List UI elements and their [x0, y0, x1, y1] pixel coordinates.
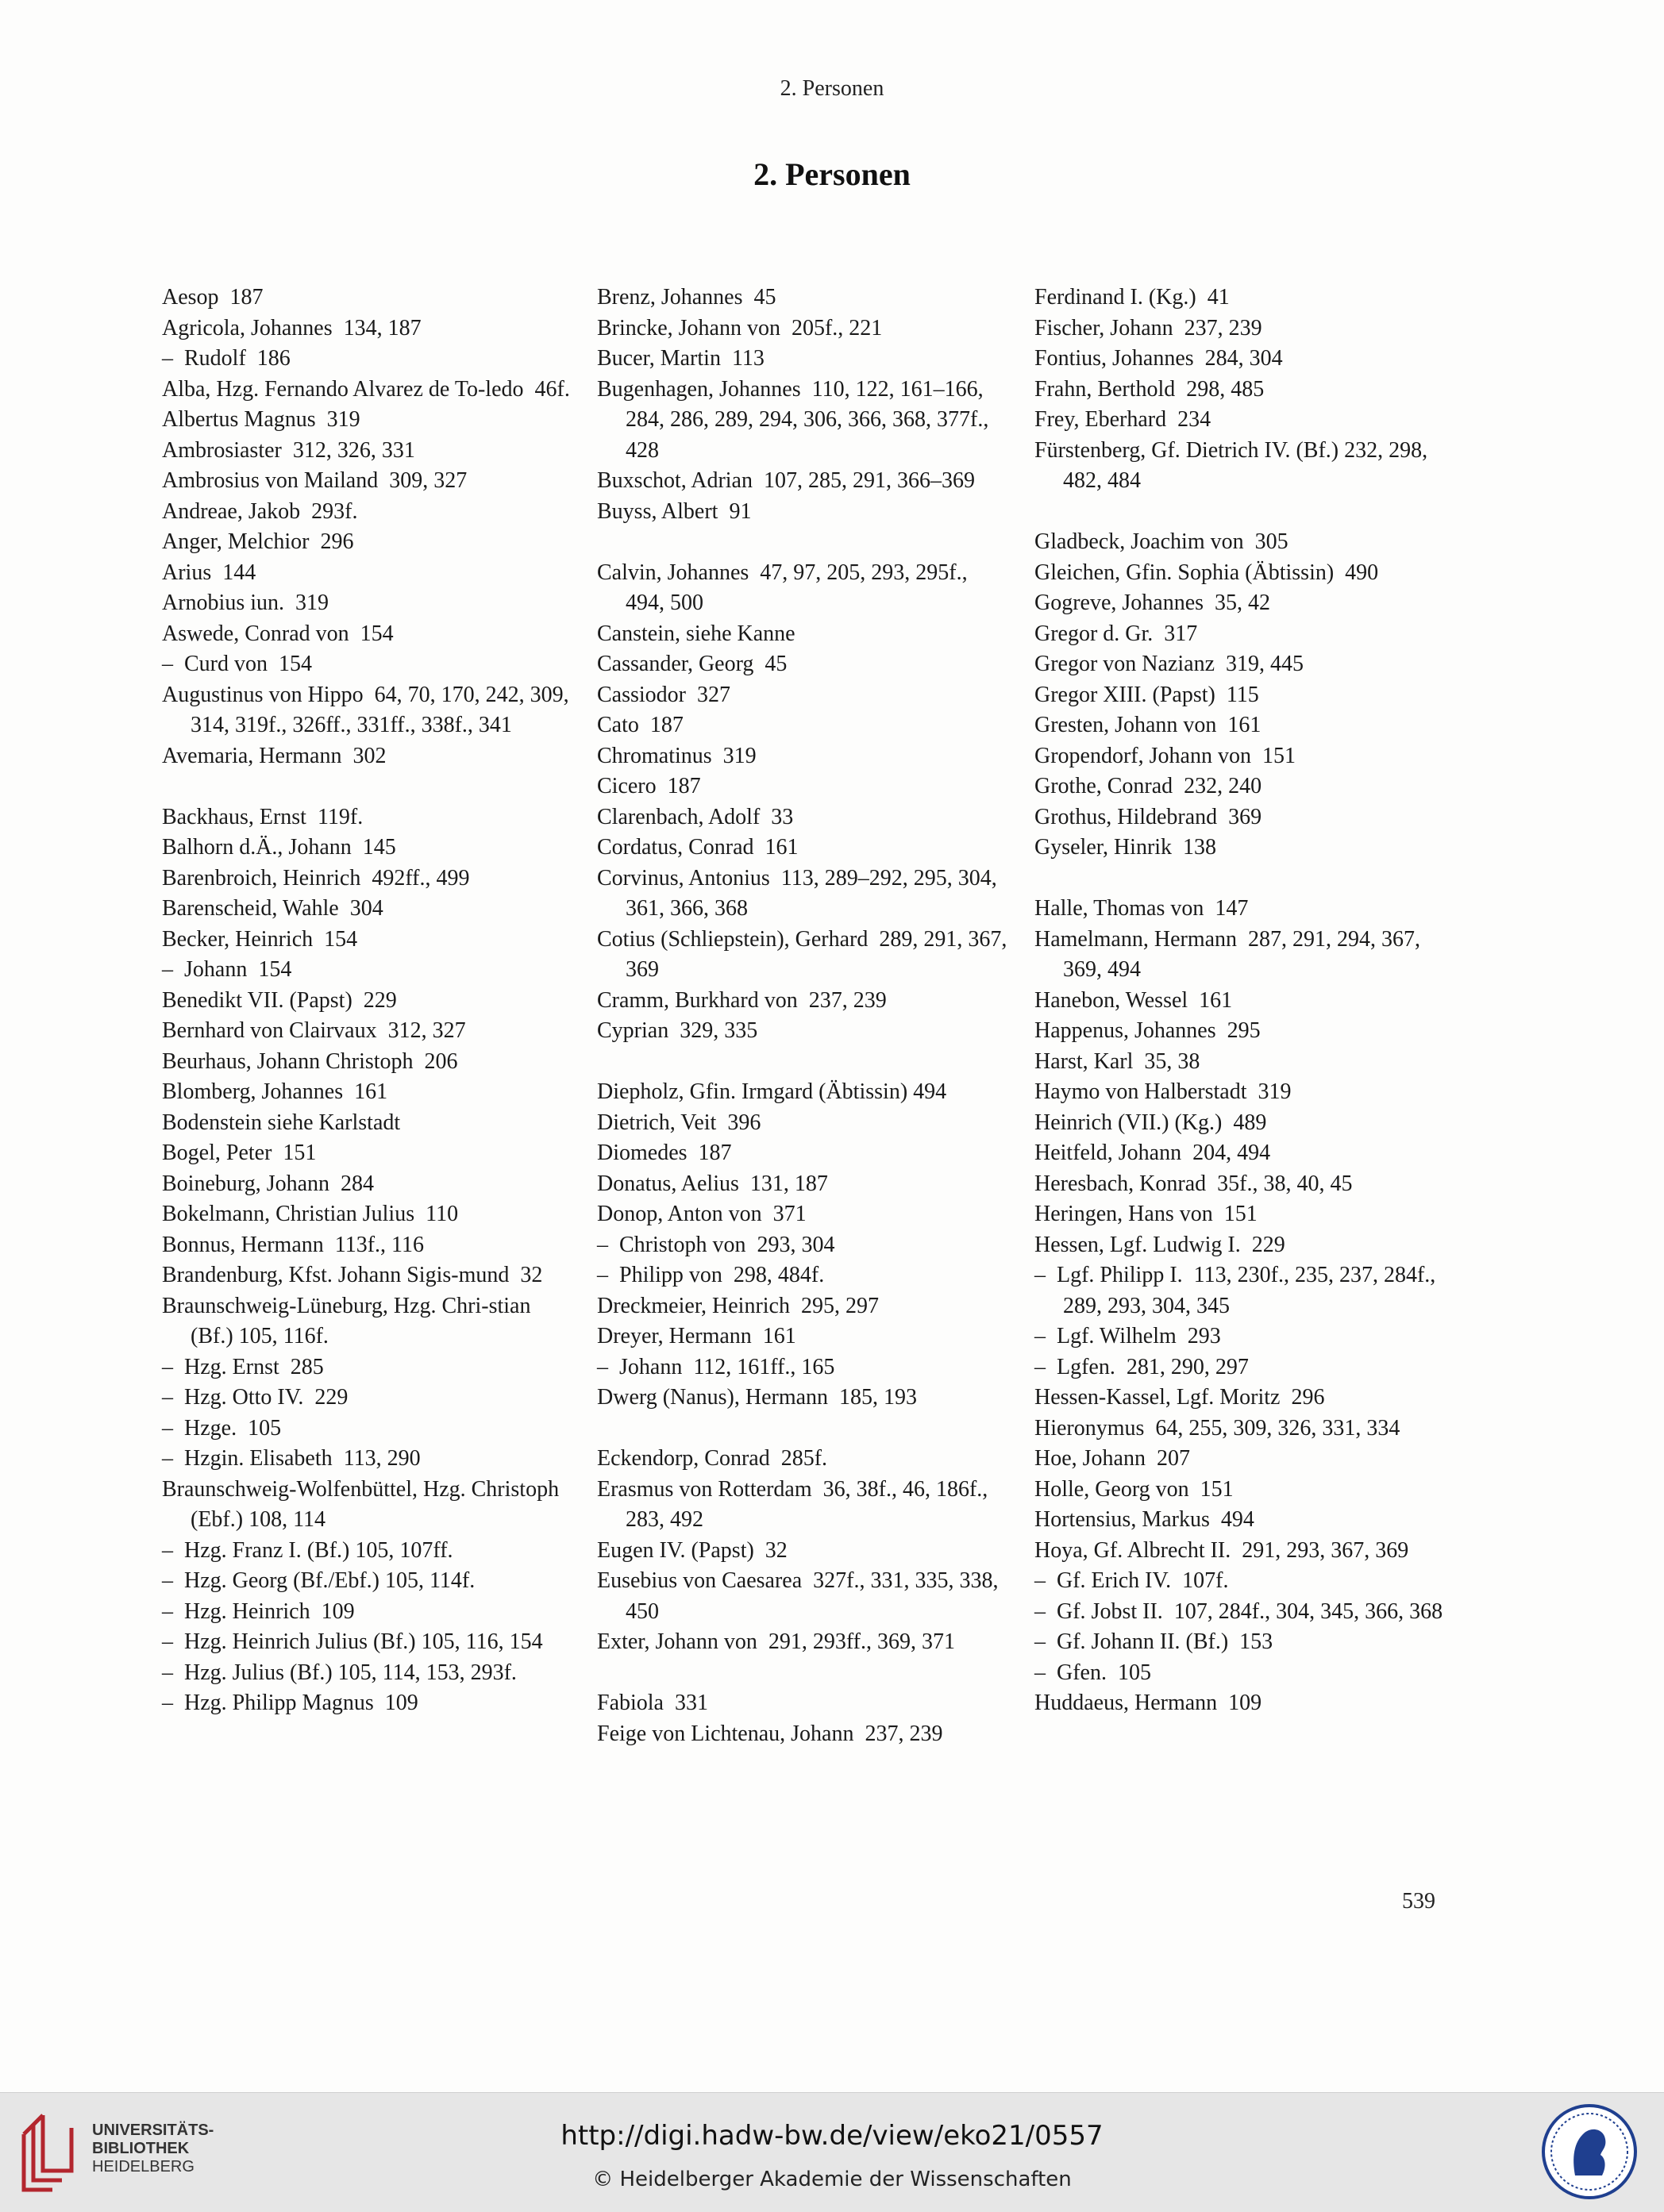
index-entry: Dreyer, Hermann 161 [597, 1324, 796, 1348]
index-entry: Aesop 187 [162, 285, 264, 310]
index-entry: – Johann 112, 161ff., 165 [597, 1354, 835, 1379]
index-entry: Boineburg, Johann 284 [162, 1171, 375, 1196]
index-entry: Cassiodor 327 [597, 682, 730, 707]
letter-group-gap [597, 1658, 1010, 1689]
index-entry: Huddaeus, Hermann 109 [1034, 1691, 1262, 1715]
index-entry: Balhorn d.Ä., Johann 145 [162, 835, 396, 860]
index-entry: – Hzg. Heinrich Julius (Bf.) 105, 116, 154 [162, 1629, 543, 1654]
index-entry: Hortensius, Markus 494 [1034, 1507, 1254, 1532]
index-entry: Ferdinand I. (Kg.) 41 [1034, 285, 1230, 310]
index-entry: – Hzg. Heinrich 109 [162, 1598, 355, 1624]
index-entry: Gresten, Johann von 161 [1034, 713, 1261, 737]
index-entry: Cicero 187 [597, 774, 701, 798]
index-entry: Blomberg, Johannes 161 [162, 1079, 388, 1104]
index-entry: Gregor XIII. (Papst) 115 [1034, 682, 1259, 707]
letter-group-gap [597, 1414, 1010, 1445]
index-entry: Anger, Melchior 296 [162, 529, 354, 554]
index-entry: Harst, Karl 35, 38 [1034, 1048, 1200, 1074]
index-entry: Cramm, Burkhard von 237, 239 [597, 987, 887, 1013]
index-entry: Fabiola 331 [597, 1691, 708, 1715]
index-entry: Heresbach, Konrad 35f., 38, 40, 45 [1034, 1171, 1353, 1196]
index-entry: Arius 144 [162, 560, 256, 585]
index-entry: Eugen IV. (Papst) 32 [597, 1537, 788, 1563]
index-entry: – Lgf. Philipp I. 113, 230f., 235, 237, 284f., 289, 293, 304, 345 [1034, 1263, 1442, 1318]
letter-group-gap [597, 1047, 1010, 1078]
index-entry: Clarenbach, Adolf 33 [597, 804, 794, 829]
section-title: 2. Personen [753, 156, 911, 192]
index-entry: Benedikt VII. (Papst) 229 [162, 987, 397, 1013]
index-entry: Hanebon, Wessel 161 [1034, 987, 1233, 1013]
index-entry: Gropendorf, Johann von 151 [1034, 743, 1296, 768]
index-entry: – Hzg. Julius (Bf.) 105, 114, 153, 293f. [162, 1660, 517, 1685]
index-entry: Arnobius iun. 319 [162, 591, 329, 615]
index-entry: – Johann 154 [162, 957, 292, 982]
letter-group-gap [1034, 497, 1447, 528]
page-number: 539 [1402, 1889, 1435, 1914]
index-entry: Aswede, Conrad von 154 [162, 621, 394, 646]
index-entry: – Christoph von 293, 304 [597, 1232, 835, 1257]
index-entry: Bonnus, Hermann 113f., 116 [162, 1232, 424, 1257]
index-entry: Backhaus, Ernst 119f. [162, 804, 364, 829]
index-entry: Hoe, Johann 207 [1034, 1446, 1190, 1471]
index-entry: – Curd von 154 [162, 652, 312, 676]
index-entry: – Gf. Erich IV. 107f. [1034, 1568, 1229, 1593]
index-entry: Gyseler, Hinrik 138 [1034, 835, 1217, 860]
library-name-line-1: UNIVERSITÄTS- [92, 2122, 214, 2139]
index-entry: – Hzgin. Elisabeth 113, 290 [162, 1446, 421, 1471]
index-entry: Buyss, Albert 91 [597, 498, 752, 524]
index-entry: Gogreve, Johannes 35, 42 [1034, 591, 1271, 615]
index-entry: – Hzg. Georg (Bf./Ebf.) 105, 114f. [162, 1568, 476, 1593]
index-entry: Albertus Magnus 319 [162, 407, 360, 432]
index-entry: Ambrosiaster 312, 326, 331 [162, 437, 415, 463]
index-entry: Braunschweig-Lüneburg, Hzg. Chri-stian (Bf.) 105, 116f. [162, 1293, 537, 1348]
letter-group-gap [162, 771, 575, 802]
index-entry: Gladbeck, Joachim von 305 [1034, 529, 1288, 554]
library-name-line-2: BIBLIOTHEK [92, 2140, 190, 2157]
index-entry: Haymo von Halberstadt 319 [1034, 1079, 1292, 1104]
index-entry: Brenz, Johannes 45 [597, 285, 776, 310]
index-entry: Diepholz, Gfin. Irmgard (Äbtissin) 494 [597, 1079, 947, 1104]
index-entry: – Hzg. Otto IV. 229 [162, 1385, 349, 1410]
index-entry: Hoya, Gf. Albrecht II. 291, 293, 367, 369 [1034, 1537, 1409, 1563]
index-entry: Beurhaus, Johann Christoph 206 [162, 1048, 458, 1074]
index-entry: Eusebius von Caesarea 327f., 331, 335, 338, 450 [597, 1568, 1004, 1624]
index-entry: Grothe, Conrad 232, 240 [1034, 774, 1262, 798]
index-entry: Donatus, Aelius 131, 187 [597, 1171, 828, 1196]
index-entry: Hessen-Kassel, Lgf. Moritz 296 [1034, 1385, 1325, 1410]
index-entry: Agricola, Johannes 134, 187 [162, 315, 422, 340]
index-entry: Gregor von Nazianz 319, 445 [1034, 652, 1304, 676]
index-entry: – Hzg. Ernst 285 [162, 1354, 324, 1379]
index-entry: – Gfen. 105 [1034, 1660, 1151, 1685]
index-entry: Dietrich, Veit 396 [597, 1110, 761, 1135]
index-entry: Heitfeld, Johann 204, 494 [1034, 1141, 1271, 1165]
index-entry: Barenbroich, Heinrich 492ff., 499 [162, 865, 470, 891]
index-entry: Brandenburg, Kfst. Johann Sigis-mund 32 [162, 1263, 543, 1287]
index-entry: Hessen, Lgf. Ludwig I. 229 [1034, 1232, 1285, 1257]
index-entry: Corvinus, Antonius 113, 289–292, 295, 304, 361, 366, 368 [597, 865, 1003, 921]
index-entry: Bokelmann, Christian Julius 110 [162, 1202, 459, 1226]
index-entry: Bernhard von Clairvaux 312, 327 [162, 1018, 466, 1043]
letter-group-gap [1034, 864, 1447, 894]
index-entry: Calvin, Johannes 47, 97, 205, 293, 295f., 494, 500 [597, 560, 973, 615]
index-entry: Cyprian 329, 335 [597, 1018, 758, 1043]
index-entry: – Gf. Jobst II. 107, 284f., 304, 345, 366, 368 [1034, 1598, 1443, 1624]
index-entry: Halle, Thomas von 147 [1034, 896, 1249, 921]
index-entry: – Lgf. Wilhelm 293 [1034, 1324, 1221, 1348]
library-name-line-3: HEIDELBERG [92, 2158, 195, 2175]
index-entry: – Hzg. Franz I. (Bf.) 105, 107ff. [162, 1537, 453, 1563]
index-entry: Dwerg (Nanus), Hermann 185, 193 [597, 1385, 918, 1410]
letter-group-gap [597, 527, 1010, 558]
index-entry: Bogel, Peter 151 [162, 1141, 317, 1165]
index-entry: Cato 187 [597, 713, 684, 737]
index-entry: Frey, Eberhard 234 [1034, 407, 1211, 432]
index-entry: Diomedes 187 [597, 1141, 732, 1165]
index-entry: Frahn, Berthold 298, 485 [1034, 376, 1265, 402]
index-entry: – Rudolf 186 [162, 346, 291, 371]
index-entry: Brincke, Johann von 205f., 221 [597, 315, 883, 340]
index-entry: – Gf. Johann II. (Bf.) 153 [1034, 1629, 1273, 1654]
index-entry: Barenscheid, Wahle 304 [162, 896, 383, 921]
index-entry: Cotius (Schliepstein), Gerhard 289, 291, 367, 369 [597, 926, 1013, 982]
index-entry: Buxschot, Adrian 107, 285, 291, 366–369 [597, 468, 975, 493]
index-entry: Canstein, siehe Kanne [597, 621, 795, 646]
index-entry: Alba, Hzg. Fernando Alvarez de To-ledo 46f. [162, 376, 570, 402]
index-column-1 [162, 283, 575, 1719]
index-entry: Heringen, Hans von 151 [1034, 1202, 1258, 1226]
index-entry: Chromatinus 319 [597, 743, 757, 768]
index-entry: Gregor d. Gr. 317 [1034, 621, 1198, 646]
index-entry: Cassander, Georg 45 [597, 652, 788, 676]
index-entry: Donop, Anton von 371 [597, 1202, 807, 1226]
index-entry: Eckendorp, Conrad 285f. [597, 1446, 828, 1471]
index-entry: Feige von Lichtenau, Johann 237, 239 [597, 1721, 943, 1746]
running-head: 2. Personen [780, 76, 884, 101]
index-entry: Heinrich (VII.) (Kg.) 489 [1034, 1110, 1267, 1135]
academy-seal-icon [1540, 2102, 1639, 2201]
index-column-3 [1034, 283, 1447, 1719]
index-entry: Dreckmeier, Heinrich 295, 297 [597, 1293, 879, 1318]
index-entry: Avemaria, Hermann 302 [162, 743, 387, 768]
index-entry: Exter, Johann von 291, 293ff., 369, 371 [597, 1629, 955, 1654]
index-entry: Hieronymus 64, 255, 309, 326, 331, 334 [1034, 1415, 1400, 1441]
index-entry: Grothus, Hildebrand 369 [1034, 804, 1262, 829]
index-entry: Fontius, Johannes 284, 304 [1034, 346, 1283, 371]
index-entry: Bugenhagen, Johannes 110, 122, 161–166, 284, 286, 289, 294, 306, 366, 368, 377f., 428 [597, 376, 995, 463]
index-entry: Braunschweig-Wolfenbüttel, Hzg. Christoph (Ebf.) 108, 114 [162, 1476, 565, 1532]
viewer-footer [0, 2092, 1664, 2212]
index-entry: Becker, Heinrich 154 [162, 926, 358, 952]
index-entry: Bucer, Martin 113 [597, 346, 765, 371]
index-entry: Augustinus von Hippo 64, 70, 170, 242, 309, 314, 319f., 326ff., 331ff., 338f., 341 [162, 682, 575, 737]
index-entry: Holle, Georg von 151 [1034, 1476, 1234, 1502]
index-entry: Hamelmann, Hermann 287, 291, 294, 367, 369, 494 [1034, 926, 1427, 982]
index-entry: Ambrosius von Mailand 309, 327 [162, 468, 468, 493]
index-entry: Andreae, Jakob 293f. [162, 498, 358, 524]
index-entry: – Lgfen. 281, 290, 297 [1034, 1354, 1249, 1379]
index-entry: Gleichen, Gfin. Sophia (Äbtissin) 490 [1034, 560, 1379, 585]
index-entry: Bodenstein siehe Karlstadt [162, 1110, 401, 1135]
index-entry: Fürstenberg, Gf. Dietrich IV. (Bf.) 232, 298, 482, 484 [1034, 437, 1434, 493]
index-entry: Erasmus von Rotterdam 36, 38f., 46, 186f., 283, 492 [597, 1476, 994, 1532]
index-entry: Fischer, Johann 237, 239 [1034, 315, 1262, 340]
index-entry: Happenus, Johannes 295 [1034, 1018, 1261, 1043]
index-entry: – Philipp von 298, 484f. [597, 1263, 825, 1287]
index-column-2 [597, 283, 1013, 1749]
copyright-notice: © Heidelberger Akademie der Wissenschaften [592, 2168, 1072, 2191]
permalink-url[interactable]: http://digi.hadw-bw.de/view/eko21/0557 [560, 2120, 1104, 2152]
index-entry: – Hzge. 105 [162, 1415, 282, 1441]
index-entry: – Hzg. Philipp Magnus 109 [162, 1691, 418, 1715]
index-entry: Cordatus, Conrad 161 [597, 835, 799, 860]
